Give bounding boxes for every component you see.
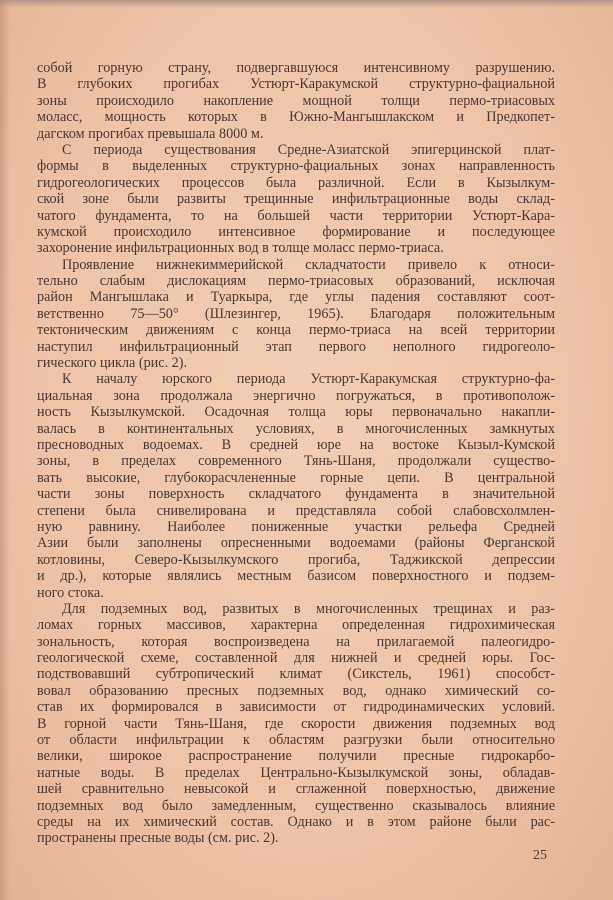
text-line: формы в выделенных структурно-фациальных зонах направленность xyxy=(37,158,555,175)
text-line: В горной части Тянь-Шаня, где скорости движения подземных вод xyxy=(37,715,555,732)
text-line: кумской происходило интенсивное формирование и последующее xyxy=(37,223,555,240)
text-line: ного стока. xyxy=(37,584,104,601)
text-line: С периода существования Средне-Азиатской эпигерцинской плат- xyxy=(62,141,555,158)
text-line: чатого фундамента, то на большей части территории Устюрт-Кара- xyxy=(37,207,555,224)
text-line: зоны, в пределах современного Тянь-Шаня, продолжали существо- xyxy=(37,453,555,470)
text-line: геологической схеме, составленной для нижней и средней юры. Гос- xyxy=(37,650,555,667)
text-line: от области инфильтрации к областям разгрузки были относительно xyxy=(37,732,555,749)
text-line: пространены пресные воды (см. рис. 2). xyxy=(37,830,279,847)
text-line: и др.), которые являлись местным базисом поверхностного и подзем- xyxy=(37,568,555,585)
text-line: подземных вод было замедленным, существенно сказывалось влияние xyxy=(37,797,555,814)
text-line: собой горную страну, подвергавшуюся интенсивному разрушению. xyxy=(37,60,555,76)
text-line: ской зоне были развиты трещинные инфильтрационные воды склад- xyxy=(37,191,555,208)
text-line: циальная зона продолжала энергично погружаться, в противополож- xyxy=(37,387,555,404)
text-line: Проявление нижнекиммерийской складчатости привело к относи- xyxy=(62,256,555,273)
text-line: тектоническим движениям с конца пермо-триаса на всей территории xyxy=(37,322,555,339)
text-line: котловины, Северо-Кызылкумского прогиба, Таджикской депрессии xyxy=(37,551,555,568)
paragraph xyxy=(37,60,555,142)
text-line: В глубоких прогибах Устюрт-Каракумской структурно-фациальной xyxy=(37,76,555,93)
page-number: 25 xyxy=(533,848,547,863)
text-line: ломах горных массивов, характерна определенная гидрохимическая xyxy=(37,617,555,634)
text-line: натные воды. В пределах Центрально-Кызылкумской зоны, обладав- xyxy=(37,764,555,781)
text-line: Азии были заполнены опресненными водоемами (районы Ферганской xyxy=(37,535,555,552)
text-line: район Мангышлака и Туаркыра, где углы падения составляют соот- xyxy=(37,289,555,306)
paragraph xyxy=(37,371,555,600)
text-line: гического цикла (рис. 2). xyxy=(37,355,188,372)
text-line: подствовавший субтропический климат (Сикстель, 1961) способст- xyxy=(37,666,555,683)
text-line: пресноводных водоемах. В средней юре на востоке Кызыл-Кумской xyxy=(37,436,555,453)
text-line: валась в континентальных условиях, в многочисленных замкнутых xyxy=(37,420,555,437)
text-line: вовал образованию пресных подземных вод, однако химический со- xyxy=(37,682,555,699)
text-line: тельно слабым дислокациям пермо-триасовых образований, исключая xyxy=(37,273,555,290)
page-edge-shadow xyxy=(0,0,613,8)
text-line: наступил инфильтрационный этап первого неполного гидрогеоло- xyxy=(37,338,555,355)
text-line: велики, широкое распространение получили пресные гидрокарбо- xyxy=(37,748,555,765)
text-line: захоронение инфильтрационных вод в толще моласс пермо-триаса. xyxy=(37,240,444,257)
text-line: вать высокие, глубокорасчлененные горные цепи. В центральной xyxy=(37,469,555,486)
text-line: Для подземных вод, развитых в многочисленных трещинах и раз- xyxy=(62,600,555,617)
text-line: зональность, которая воспроизведена на прилагаемой палеогидро- xyxy=(37,633,555,650)
text-line: среды на их химический состав. Однако и в этом районе были рас- xyxy=(37,813,555,830)
text-line: став их формировался в зависимости от гидродинамических условий. xyxy=(37,699,555,716)
paragraph xyxy=(37,142,555,257)
text-line: ветственно 75—50° (Шлезингер, 1965). Благодаря положительным xyxy=(37,305,555,322)
text-line: К началу юрского периода Устюрт-Каракумская структурно-фа- xyxy=(62,371,555,388)
text-line: моласс, мощность которых в Южно-Мангышлакском и Предкопет- xyxy=(37,109,555,126)
page-gutter-shadow xyxy=(0,0,10,900)
paragraph xyxy=(37,601,555,847)
text-line: степени была снивелирована и представляла собой слабовсхолмлен- xyxy=(37,502,555,519)
text-line: ность Кызылкумской. Осадочная толща юры первоначально накапли- xyxy=(37,404,555,421)
text-line: ную равнину. Наиболее пониженные участки рельефа Средней xyxy=(37,518,555,535)
text-line: шей сравнительно невысокой и сглаженной поверхностью, движение xyxy=(37,781,555,798)
text-line: дагском прогибах превышала 8000 м. xyxy=(37,125,264,142)
body-text xyxy=(37,60,555,847)
paragraph xyxy=(37,257,555,372)
text-line: части зоны поверхность складчатого фундамента в значительной xyxy=(37,486,555,503)
text-line: зоны происходило накопление мощной толщи пермо-триасовых xyxy=(37,92,555,109)
text-line: гидрогеологических процессов была различной. Если в Кызылкум- xyxy=(37,174,555,191)
